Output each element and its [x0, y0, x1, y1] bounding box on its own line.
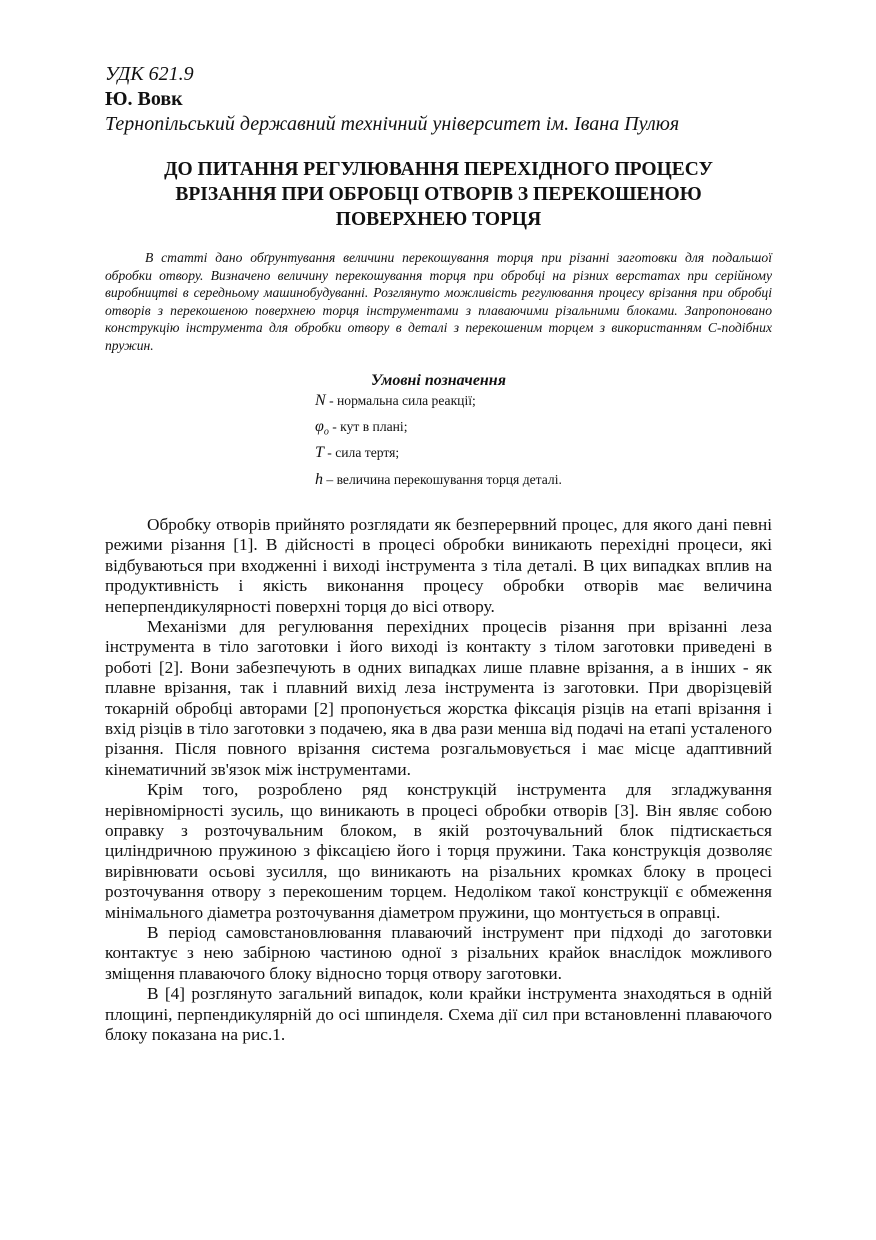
nomenclature-list	[315, 391, 772, 496]
nomenclature-item	[315, 391, 772, 417]
nomenclature-text: - нормальна сила реакції;	[325, 393, 476, 408]
paragraph: В період самовстановлювання плаваючий інструмент при підході до заготовки контактує з нею забірною частиною одної з різальних крайок внаслідок можливого зміщення плаваючого блоку відносно торця отвору заготовки.	[105, 923, 772, 983]
nomenclature-symbol: φ	[315, 418, 324, 436]
article-title: ДО ПИТАННЯ РЕГУЛЮВАННЯ ПЕРЕХІДНОГО ПРОЦЕСУ ВРІЗАННЯ ПРИ ОБРОБЦІ ОТВОРІВ З ПЕРЕКОШЕНОЮ ПОВЕРХНЕЮ ТОРЦЯ	[164, 159, 713, 230]
paragraph: Обробку отворів прийнято розглядати як безперервний процес, для якого дані певні режими різання [1]. В дійсності в процесі обробки виникають перехідні процеси, які відбуваються при входженні і виході інструмента з тіла деталі. В цих випадках вплив на продуктивність і якість виконання процесу обробки отворів має величина неперпендикулярності поверхні торця до вісі отвору.	[105, 514, 772, 616]
body-text	[105, 515, 772, 1046]
nomenclature-text: - кут в плані;	[328, 419, 408, 435]
nomenclature-subscript: o	[323, 426, 329, 438]
article-page	[105, 62, 772, 1045]
nomenclature-item	[315, 443, 772, 469]
abstract: В статті дано обґрунтування величини перекошування торця при різанні заготовки для подальшої обробки отвору. Визначено величину перекошування торця при обробці на різних верстатах при серійному виробництві в середньому машинобудуванні. Розглянуто можливість регулювання процесу врізання при обробці отворів з перекошеною поверхнею торця інструментами з плаваючими різальними блоками. Запропоновано конструкцію інструмента для обробки отвору в деталі з перекошеним торцем з використанням С-подібних пружин.	[105, 250, 772, 353]
author-affiliation: Тернопільський державний технічний університет ім. Івана Пулюя	[105, 113, 680, 135]
paragraph: Крім того, розроблено ряд конструкцій інструмента для згладжування нерівномірності зусиль, що виникають в процесі обробки отворів [3]. Він являє собою оправку з розточувальним блоком, в якій розточувальний блок підтискається циліндричною пружиною з фіксацією його і торця пружини. Така конструкція дозволяє вирівнювати осьові зусилля, що виникають на різальних кромках блоку в процесі розточування отвору з перекошеним торцем. Недоліком такої конструкції є обмеження мінімального діаметра розточування діаметром пружини, що монтується в оправці.	[105, 780, 772, 922]
nomenclature-item	[315, 470, 772, 496]
nomenclature-heading: Умовні позначення	[371, 372, 506, 389]
nomenclature-text: - сила тертя;	[323, 445, 400, 461]
paragraph: Механізми для регулювання перехідних процесів різання при врізанні леза інструмента в тіло заготовки і його виході із контакту з тілом заготовки приведені в роботі [2]. Вони забезпечують в одних випадках лише плавне врізання, а в інших - як плавне врізання, так і плавний вихід леза інструмента із заготовки. При дворізцевій токарній обробці авторами [2] пропонується жорстка фіксація різців на етапі врізання і вхід різців в тіло заготовки з подачею, яка в два рази менша від подачі на етапі усталеного різання. Після повного врізання система розгальмовується і має місце адаптивний кінематичний зв'язок між інструментами.	[105, 616, 772, 779]
author-name: Ю. Вовк	[105, 88, 183, 110]
nomenclature-text: – величина перекошування торця деталі.	[323, 471, 562, 487]
paragraph: В [4] розглянуто загальний випадок, коли крайки інструмента знаходяться в одній площині, перпендикулярній до осі шпинделя. Схема дії сил при встановленні плаваючого блоку показана на рис.1.	[105, 984, 772, 1045]
udk-code: УДК 621.9	[105, 63, 194, 85]
nomenclature-symbol: T	[315, 444, 324, 462]
nomenclature-item	[315, 417, 772, 443]
nomenclature-symbol: h	[315, 470, 323, 488]
nomenclature-symbol: N	[315, 392, 326, 409]
